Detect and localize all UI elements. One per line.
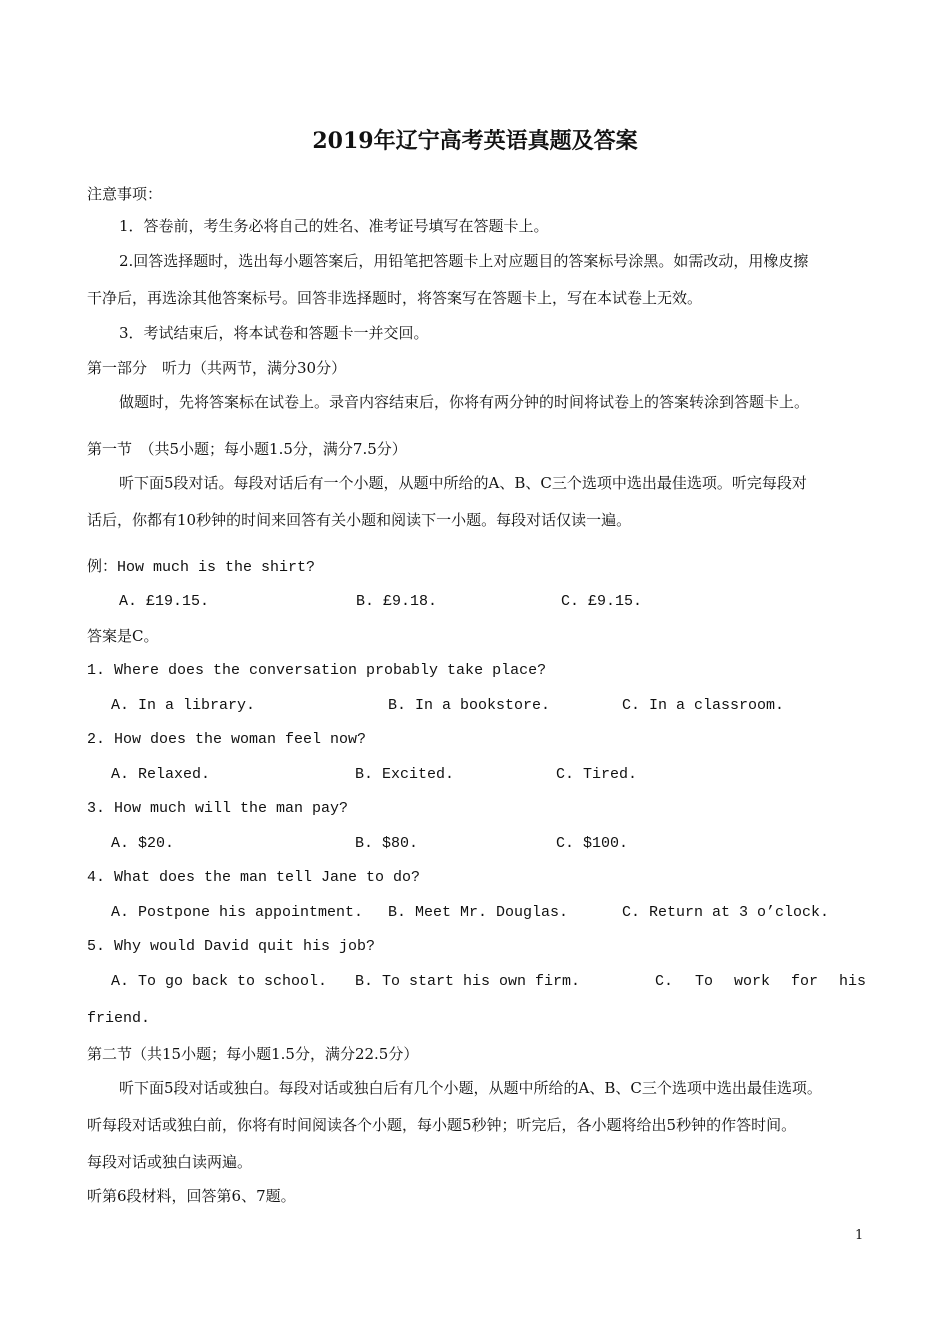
q4-option-a: A. Postpone his appointment. bbox=[111, 904, 364, 921]
question-2: 2. How does the woman feel now? bbox=[87, 731, 367, 748]
q4-option-c: C. Return at 3 o’clock. bbox=[622, 904, 830, 921]
notice-item-3: 3．考试结束后，将本试卷和答题卡一并交回。 bbox=[119, 324, 429, 342]
example-answer: 答案是C。 bbox=[87, 627, 159, 645]
q3-option-b: B. $80. bbox=[355, 835, 419, 852]
question-1: 1. Where does the conversation probably take place? bbox=[87, 662, 547, 679]
example-option-b: B. £9.18. bbox=[356, 593, 438, 610]
example-question: 例：How much is the shirt? bbox=[87, 559, 316, 576]
example-option-a: A. £19.15. bbox=[119, 593, 210, 610]
q3-option-c: C. $100. bbox=[556, 835, 629, 852]
q5-option-c-word-2: work bbox=[734, 973, 771, 990]
notice-item-1: 1．答卷前，考生务必将自己的姓名、准考证号填写在答题卡上。 bbox=[119, 217, 549, 235]
section1-heading: 第一节 （共5小题；每小题1.5分，满分7.5分） bbox=[87, 440, 407, 458]
q2-option-b: B. Excited. bbox=[355, 766, 455, 783]
q1-option-c: C. In a classroom. bbox=[622, 697, 785, 714]
q5-option-c-label: C. bbox=[655, 973, 674, 990]
q2-option-a: A. Relaxed. bbox=[111, 766, 211, 783]
q5-option-c-word-4: his bbox=[839, 973, 867, 990]
example-option-c: C. £9.15. bbox=[561, 593, 643, 610]
question-5: 5. Why would David quit his job? bbox=[87, 938, 376, 955]
q5-option-a: A. To go back to school. bbox=[111, 973, 328, 990]
section2-instruction-line-1: 听下面5段对话或独白。每段对话或独白后有几个小题，从题中所给的A、B、C三个选项中选出最佳选项。 bbox=[119, 1079, 822, 1097]
q4-option-b: B. Meet Mr. Douglas. bbox=[388, 904, 569, 921]
section1-instruction-line-2: 话后，你都有10秒钟的时间来回答有关小题和阅读下一小题。每段对话仅读一遍。 bbox=[87, 511, 632, 529]
page-number: 1 bbox=[855, 1228, 864, 1243]
notice-item-2-line-1: 2.回答选择题时，选出每小题答案后，用铅笔把答题卡上对应题目的答案标号涂黑。如需改动，用橡皮擦 bbox=[119, 252, 809, 270]
section2-instruction-line-2: 听每段对话或独白前，你将有时间阅读各个小题，每小题5秒钟；听完后，各小题将给出5秒钟的作答时间。 bbox=[87, 1116, 797, 1134]
section1-instruction-line-1: 听下面5段对话。每段对话后有一个小题，从题中所给的A、B、C三个选项中选出最佳选项。听完每段对 bbox=[119, 474, 807, 492]
section2-instruction-line-3: 每段对话或独白读两遍。 bbox=[87, 1153, 253, 1171]
question-4: 4. What does the man tell Jane to do? bbox=[87, 869, 421, 886]
q1-option-b: B. In a bookstore. bbox=[388, 697, 551, 714]
q3-option-a: A. $20. bbox=[111, 835, 175, 852]
question-3: 3. How much will the man pay? bbox=[87, 800, 349, 817]
listen-6-instruction: 听第6段材料，回答第6、7题。 bbox=[87, 1187, 296, 1205]
q2-option-c: C. Tired. bbox=[556, 766, 638, 783]
part1-instruction: 做题时，先将答案标在试卷上。录音内容结束后，你将有两分钟的时间将试卷上的答案转涂到答题卡上。 bbox=[119, 393, 810, 411]
notice-item-2-line-2: 干净后，再选涂其他答案标号。回答非选择题时，将答案写在答题卡上，写在本试卷上无效。 bbox=[87, 289, 703, 307]
section2-heading: 第二节（共15小题；每小题1.5分，满分22.5分） bbox=[87, 1045, 419, 1063]
q1-option-a: A. In a library. bbox=[111, 697, 256, 714]
q5-option-c-tail: friend. bbox=[87, 1010, 151, 1027]
q5-option-c-word-3: for bbox=[791, 973, 819, 990]
notice-heading: 注意事项： bbox=[87, 185, 163, 203]
part1-heading: 第一部分 听力（共两节，满分30分） bbox=[87, 359, 347, 377]
page-title: 2019年辽宁高考英语真题及答案 bbox=[312, 128, 638, 154]
q5-option-b: B. To start his own firm. bbox=[355, 973, 581, 990]
q5-option-c-word-1: To bbox=[695, 973, 714, 990]
